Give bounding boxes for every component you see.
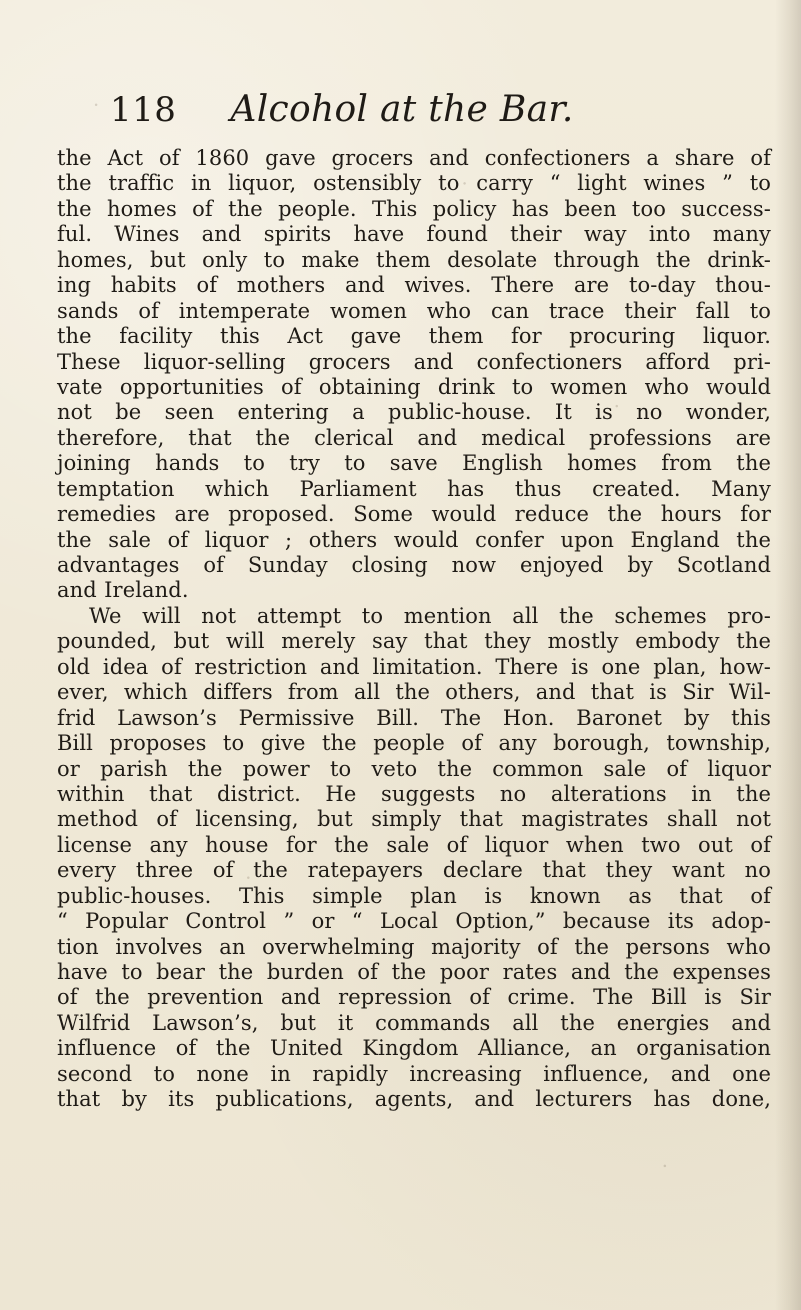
text-line: joining hands to try to save English homes from the [57, 451, 771, 476]
text-line: old idea of restriction and limitation. There is one plan, how- [57, 654, 771, 679]
text-line: method of licensing, but simply that magistrates shall not [57, 807, 771, 832]
text-line: temptation which Parliament has thus created. Many [57, 476, 771, 501]
text-line: influence of the United Kingdom Alliance, an organisation [57, 1036, 771, 1061]
text-line: We will not attempt to mention all the schemes pro- [89, 603, 771, 628]
text-line: that by its publications, agents, and lecturers has done, [57, 1087, 771, 1112]
text-line: These liquor-selling grocers and confectioners afford pri- [57, 349, 771, 374]
text-line: tion involves an overwhelming majority of the persons who [57, 934, 771, 959]
text-line: ing habits of mothers and wives. There are to-day thou- [57, 273, 771, 298]
text-line: ever, which differs from all the others, and that is Sir Wil- [57, 680, 771, 705]
text-line: sands of intemperate women who can trace their fall to [57, 298, 771, 323]
text-line: within that district. He suggests no alterations in the [57, 781, 771, 806]
running-head: Alcohol at the Bar. [230, 89, 574, 130]
page-edge-shadow [775, 0, 801, 1310]
text-line: homes, but only to make them desolate through the drink- [57, 247, 771, 272]
text-line: pounded, but will merely say that they mostly embody the [57, 629, 771, 654]
text-line: the facility this Act gave them for procuring liquor. [57, 324, 771, 349]
text-line: frid Lawson’s Permissive Bill. The Hon. Baronet by this [57, 705, 771, 730]
text-line: advantages of Sunday closing now enjoyed by Scotland [57, 553, 771, 577]
text-line: second to none in rapidly increasing influence, and one [57, 1061, 771, 1086]
text-line: ful. Wines and spirits have found their way into many [57, 222, 771, 247]
text-line: Wilfrid Lawson’s, but it commands all the energies and [57, 1010, 771, 1035]
text-line: or parish the power to veto the common sale of liquor [57, 756, 771, 781]
text-line: not be seen entering a public-house. It is no wonder, [57, 400, 771, 425]
page-number: 118 [110, 90, 177, 130]
text-line: the Act of 1860 gave grocers and confectioners a share of [57, 146, 771, 170]
text-line: have to bear the burden of the poor rates and the expenses [57, 960, 771, 984]
text-line: the homes of the people. This policy has been too success- [57, 196, 771, 221]
text-line: therefore, that the clerical and medical professions are [57, 425, 771, 450]
text-line: remedies are proposed. Some would reduce the hours for [57, 502, 771, 527]
text-line: license any house for the sale of liquor when two out of [57, 832, 771, 857]
text-line: and Ireland. [57, 578, 189, 603]
text-line: vate opportunities of obtaining drink to women who would [57, 374, 771, 399]
text-line: every three of the ratepayers declare that they want no [57, 858, 771, 883]
text-line: “ Popular Control ” or “ Local Option,” because its adop- [57, 909, 771, 934]
page-header [110, 89, 730, 134]
body-text [57, 146, 771, 1286]
text-line: Bill proposes to give the people of any borough, township, [57, 731, 771, 756]
text-line: public-houses. This simple plan is known as that of [57, 883, 771, 908]
text-line: of the prevention and repression of crime. The Bill is Sir [57, 985, 771, 1010]
text-line: the traffic in liquor, ostensibly to carry “ light wines ” to [57, 171, 771, 196]
text-line: the sale of liquor ; others would confer upon England the [57, 527, 771, 552]
